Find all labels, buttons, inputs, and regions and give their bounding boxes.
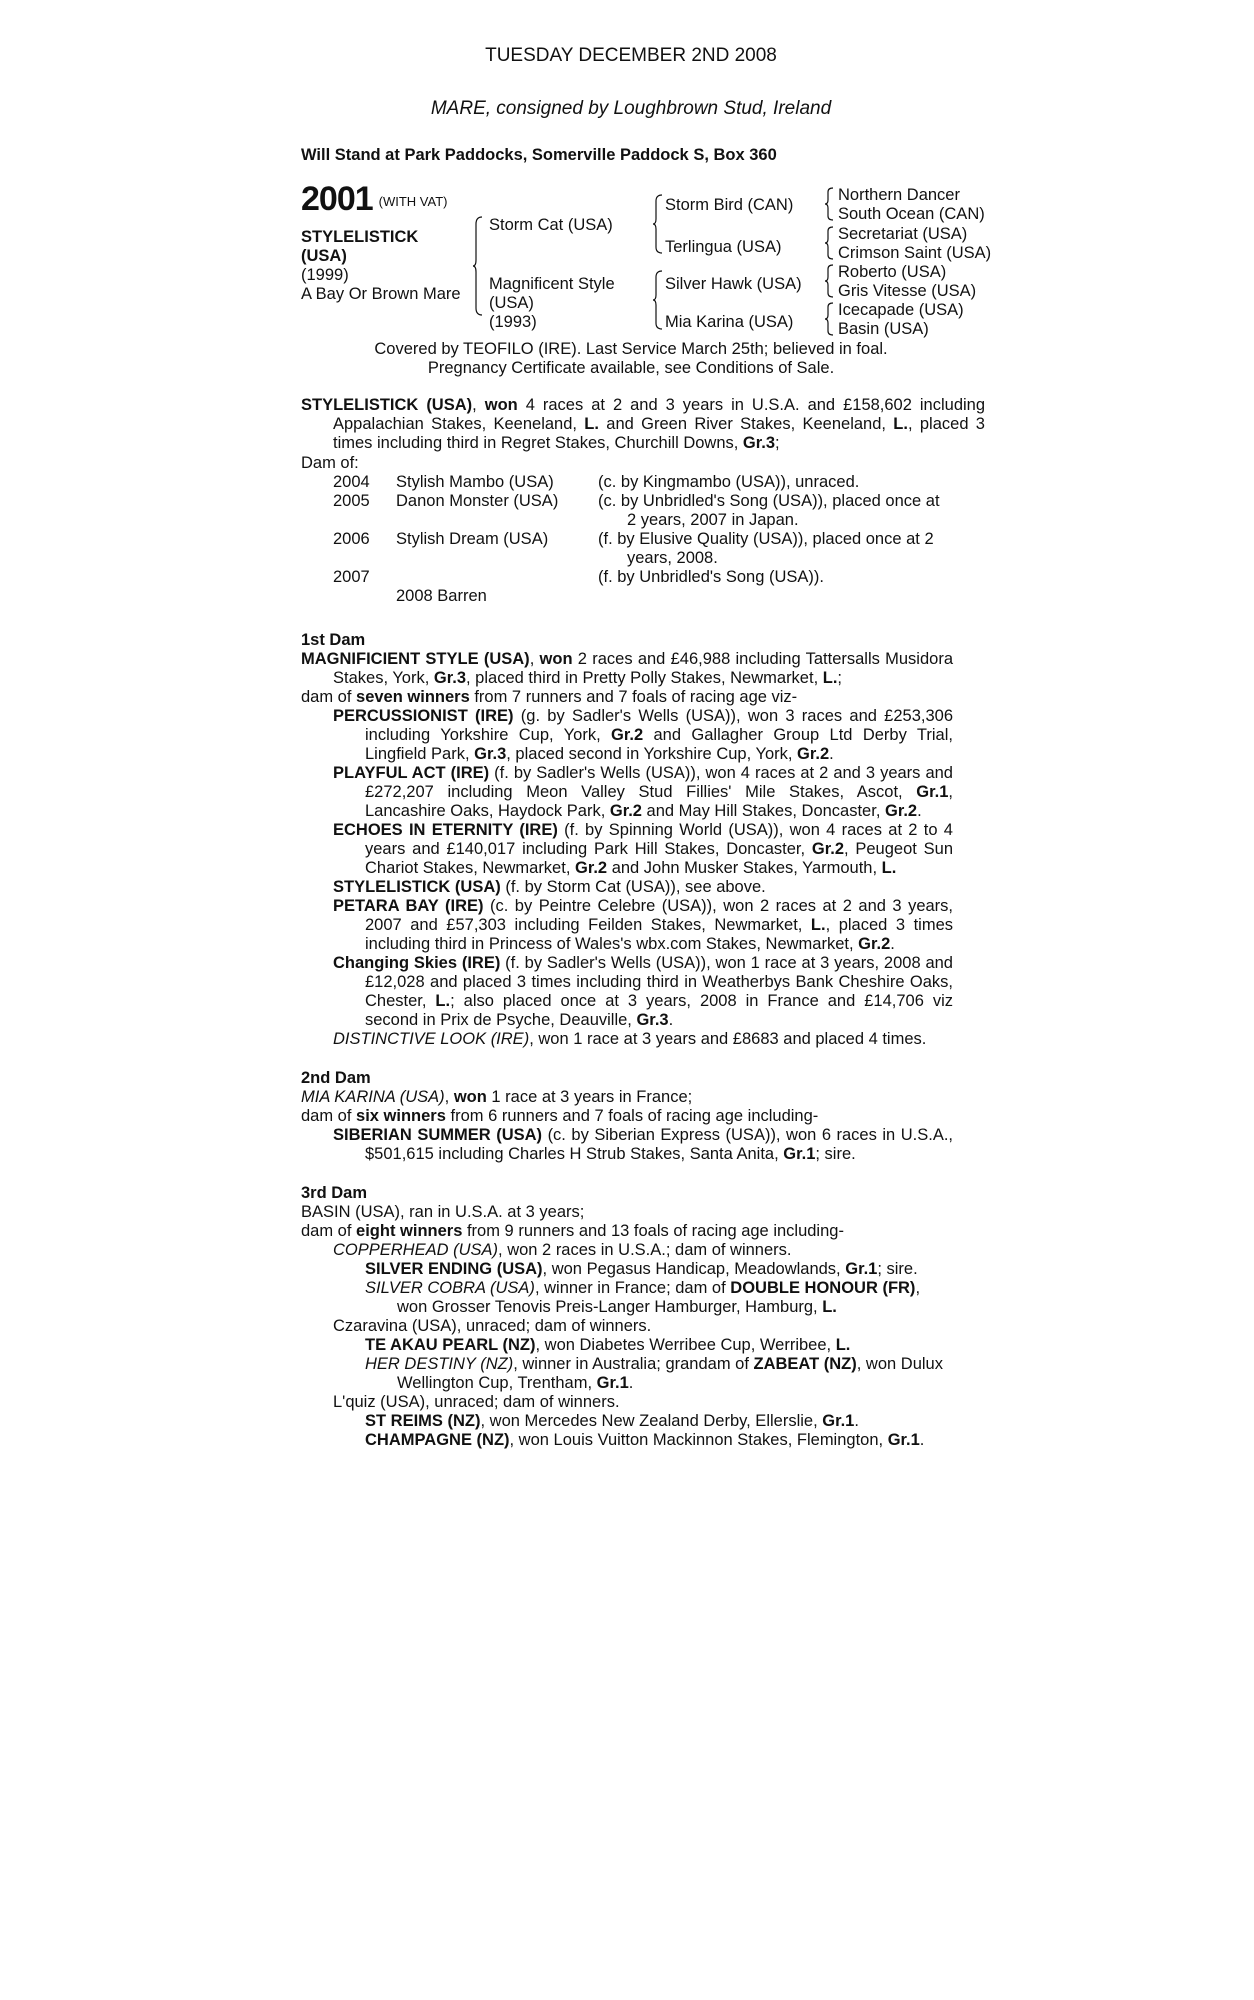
stand-location: Will Stand at Park Paddocks, Somerville Paddock S, Box 360 <box>301 146 777 164</box>
horse-name: STYLELISTICK (USA) <box>301 228 419 265</box>
consignor-line: MARE, consigned by Loughbrown Stud, Ireland <box>430 98 832 119</box>
lot-number-block <box>301 180 448 218</box>
pedigree-brace-ss <box>825 187 834 221</box>
produce-row-cont: 2 years, 2007 in Japan. <box>627 511 799 529</box>
pedigree-brace-main <box>473 216 483 316</box>
produce-row: 2006 Stylish Dream (USA) (f. by Elusive Quality (USA)), placed once at 2 <box>333 530 934 548</box>
horse-info: (1999) A Bay Or Brown Mare <box>301 266 461 303</box>
produce-row-cont: years, 2008. <box>627 549 718 567</box>
second-dam-heading: 2nd Dam <box>301 1069 371 1087</box>
pedigree-sds: Secretariat (USA) <box>838 225 968 243</box>
pedigree-brace-dam <box>653 270 663 330</box>
produce-table <box>301 473 953 606</box>
pedigree-brace-left <box>653 192 662 212</box>
first-dam-heading: 1st Dam <box>301 631 366 649</box>
horse-race-record: STYLELISTICK (USA), won 4 races at 2 and 3 years in U.S.A. and £158,602 including Appalachian Stakes, Keeneland, L. and Green River Stakes, Keeneland, L., placed 3 times including third in Regret Stakes, Churchill Downs, Gr.3; <box>301 396 986 452</box>
pedigree-brace-dd <box>825 302 834 336</box>
pedigree-dam: Magnificent Style (USA) (1993) <box>489 275 615 331</box>
produce-row: 2005 Danon Monster (USA) (c. by Unbridled's Song (USA)), placed once at <box>333 492 940 510</box>
first-dam-section: MAGNIFICIENT STYLE (USA), won 2 races and £46,988 including Tattersalls Musidora Stakes, York, Gr.3, placed third in Pretty Polly Stakes, Newmarket, L.; dam of seven winners from 7 runners and 7 foals of racing age viz- PERCUSSIONIST (IRE) (g. by Sadler's Wells (USA)), won 3 races and £253,306 including Yorkshire Cup, York, Gr.2 and Gallagher Group Ltd Derby Trial, Lingfield Park, Gr.3, placed second in Yorkshire Cup, York, Gr.2. PLAYFUL ACT (IRE) (f. by Sadler's Wells (USA)), won 4 races at 2 and 3 years and £272,207 including Meon Valley Stud Fillies' Mile Stakes, Ascot, Gr.1, Lancashire Oaks, Haydock Park, Gr.2 and May Hill Stakes, Doncaster, Gr.2. ECHOES IN ETERNITY (IRE) (f. by Spinning World (USA)), won 4 races at 2 to 4 years and £140,017 including Park Hill Stakes, Doncaster, Gr.2, Peugeot Sun Chariot Stakes, Newmarket, Gr.2 and John Musker Stakes, Yarmouth, L. STYLELISTICK (USA) (f. by Storm Cat (USA)), see above. PETARA BAY (IRE) (c. by Peintre Celebre (USA)), won 2 races at 2 and 3 years, 2007 and £57,303 including Feilden Stakes, Newmarket, L., placed 3 times including third in Princess of Wales's wbx.com Stakes, Newmarket, Gr.2. Changing Skies (IRE) (f. by Sadler's Wells (USA)), won 1 race at 3 years, 2008 and £12,028 and placed 3 times including third in Weatherbys Bank Cheshire Oaks, Chester, L.; also placed once at 3 years, 2008 in France and £14,706 viz second in Prix de Psyche, Deauville, Gr.3. DISTINCTIVE LOOK (IRE), won 1 race at 3 years and £8683 and placed 4 times. <box>301 650 954 1048</box>
covered-line-2: Pregnancy Certificate available, see Conditions of Sale. <box>427 359 835 377</box>
pedigree-sire-dam: Terlingua (USA) <box>665 238 782 256</box>
lot-number: 2001 <box>301 180 373 218</box>
pedigree-ddd: Basin (USA) <box>838 320 929 338</box>
pedigree-dam-sire: Silver Hawk (USA) <box>665 275 802 293</box>
pedigree-sdd: Crimson Saint (USA) <box>838 244 992 262</box>
sale-date: TUESDAY DECEMBER 2ND 2008 <box>485 45 777 66</box>
pedigree-dsd: Gris Vitesse (USA) <box>838 282 977 300</box>
third-dam-section: BASIN (USA), ran in U.S.A. at 3 years; dam of eight winners from 9 runners and 13 foals of racing age including- COPPERHEAD (USA), won 2 races in U.S.A.; dam of winners. SILVER ENDING (USA), won Pegasus Handicap, Meadowlands, Gr.1; sire. SILVER COBRA (USA), winner in France; dam of DOUBLE HONOUR (FR), won Grosser Tenovis Preis-Langer Hamburger, Hamburg, L. Czaravina (USA), unraced; dam of winners. TE AKAU PEARL (NZ), won Diabetes Werribee Cup, Werribee, L. HER DESTINY (NZ), winner in Australia; grandam of ZABEAT (NZ), won Dulux Wellington Cup, Trentham, Gr.1. L'quiz (USA), unraced; dam of winners. ST REIMS (NZ), won Mercedes New Zealand Derby, Ellerslie, Gr.1. CHAMPAGNE (NZ), won Louis Vuitton Mackinnon Stakes, Flemington, Gr.1. <box>301 1203 943 1449</box>
dam-of-label: Dam of: <box>301 454 359 472</box>
pedigree-sss: Northern Dancer <box>838 186 960 204</box>
pedigree-dss: Roberto (USA) <box>838 263 947 281</box>
pedigree-dam-dam: Mia Karina (USA) <box>665 313 794 331</box>
produce-row: 2004 Stylish Mambo (USA) (c. by Kingmambo (USA)), unraced. <box>333 473 860 491</box>
second-dam-section: MIA KARINA (USA), won 1 race at 3 years in France; dam of six winners from 6 runners and 7 foals of racing age including- SIBERIAN SUMMER (USA) (c. by Siberian Express (USA)), won 6 races in U.S.A., $501,615 including Charles H Strub Stakes, Santa Anita, Gr.1; sire. <box>301 1088 954 1163</box>
pedigree-dds: Icecapade (USA) <box>838 301 964 319</box>
third-dam-heading: 3rd Dam <box>301 1184 368 1202</box>
pedigree-brace-sd <box>825 226 834 260</box>
covered-line-1: Covered by TEOFILO (IRE). Last Service March 25th; believed in foal. <box>374 340 888 358</box>
pedigree-brace-ds <box>825 264 834 298</box>
pedigree-sire: Storm Cat (USA) <box>489 216 613 234</box>
vat-label: (WITH VAT) <box>378 194 448 209</box>
produce-barren: 2008 Barren <box>396 587 487 605</box>
pedigree-sire-sire: Storm Bird (CAN) <box>665 196 794 214</box>
produce-row: 2007 (f. by Unbridled's Song (USA)). <box>333 568 824 586</box>
pedigree-ssd: South Ocean (CAN) <box>838 205 985 223</box>
